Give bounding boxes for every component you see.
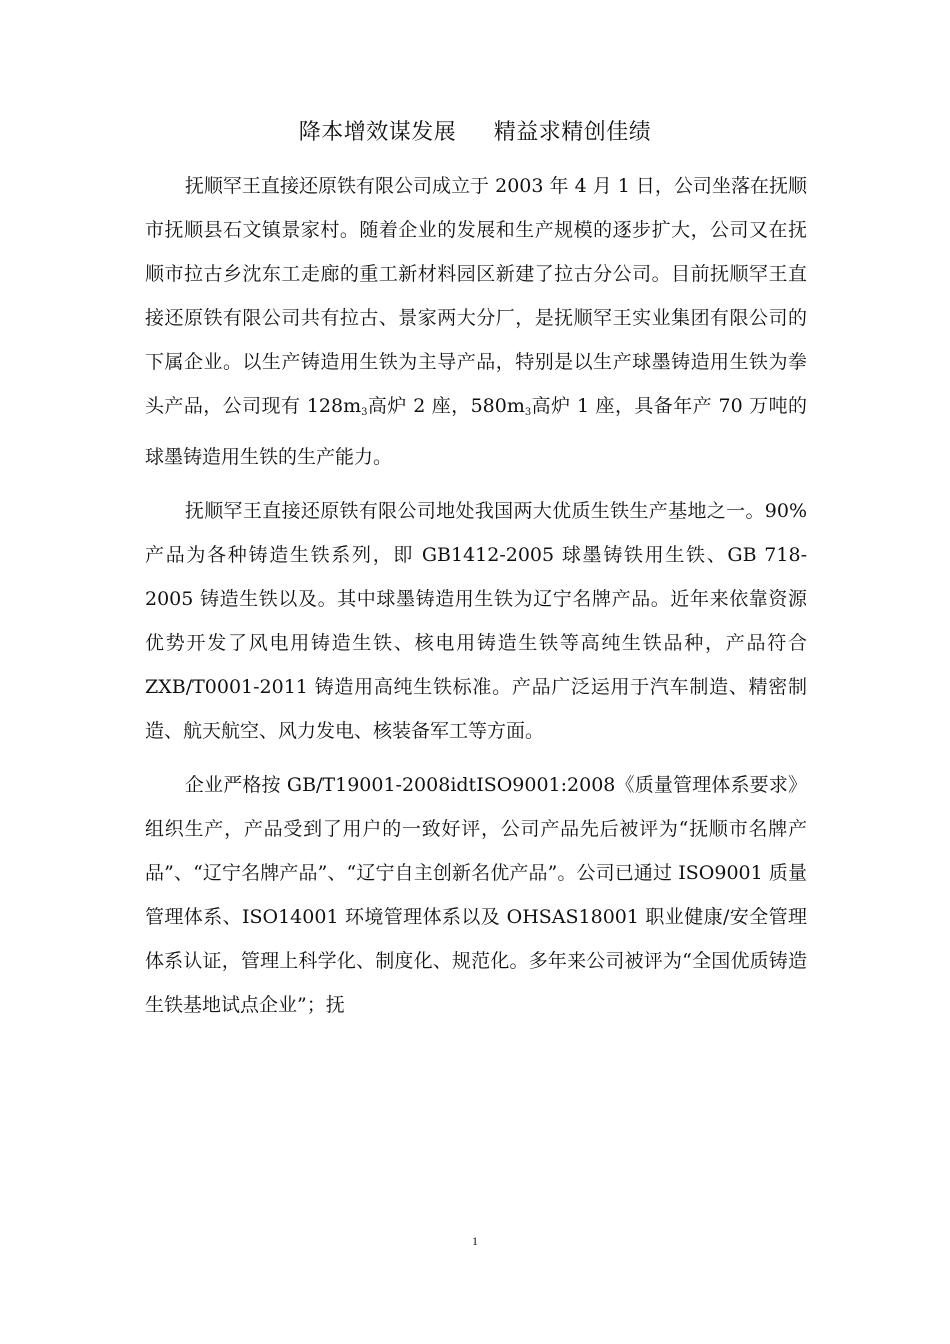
paragraph-quality: 企业严格按 GB/T19001-2008idtISO9001:2008《质量管理体系要求》组织生产，产品受到了用户的一致好评，公司产品先后被评为“抚顺市名牌产品”、“辽宁名牌产品”、“辽宁自主创新名优产品”。公司已通过 ISO9001 质量管理体系、ISO14001 环境管理体系以及 OHSAS18001 职业健康/安全管理体系认证，管理上科学化、制度化、规范化。多年来公司被评为“全国优质铸造生铁基地试点企业”；抚: [145, 774, 807, 1016]
cubic-unit-marker: 3: [524, 407, 532, 418]
paragraph-company-intro: [145, 164, 807, 479]
paragraph-text: 抚顺罕王直接还原铁有限公司成立于 2003 年 4 月 1 日，公司坐落在抚顺市抚顺县石文镇景家村。随着企业的发展和生产规模的逐步扩大，公司又在抚顺市拉古乡沈东工走廊的重工新材料园区新建了拉古分公司。目前抚顺罕王直接还原铁有限公司共有拉古、景家两大分厂，是抚顺罕王实业集团有限公司的下属企业。以生产铸造用生铁为主导产品，特别是以生产球墨铸造用生铁为拳头产品，公司现有 128m: [145, 175, 807, 417]
paragraph-text: 高炉 2 座，580m: [367, 395, 525, 417]
paragraph-text: 高炉 1 座，具备年产 70 万吨的球墨铸造用生铁的生产能力。: [145, 395, 807, 468]
document-title: 降本增效谋发展 精益求精创佳绩: [298, 120, 652, 145]
paragraph-products: 抚顺罕王直接还原铁有限公司地处我国两大优质生铁生产基地之一。90%产品为各种铸造生铁系列，即 GB1412-2005 球墨铸铁用生铁、GB 718-2005 铸造生铁以及。其中球墨铸造用生铁为辽宁名牌产品。近年来依靠资源优势开发了风电用铸造生铁、核电用铸造生铁等高纯生铁品种，产品符合 ZXB/T0001-2011 铸造用高纯生铁标准。产品广泛运用于汽车制造、精密制造、航天航空、风力发电、核装备军工等方面。: [145, 500, 807, 742]
document-body: [145, 164, 807, 1037]
cubic-unit-marker: 3: [361, 407, 368, 418]
page-number: 1: [472, 1234, 478, 1248]
